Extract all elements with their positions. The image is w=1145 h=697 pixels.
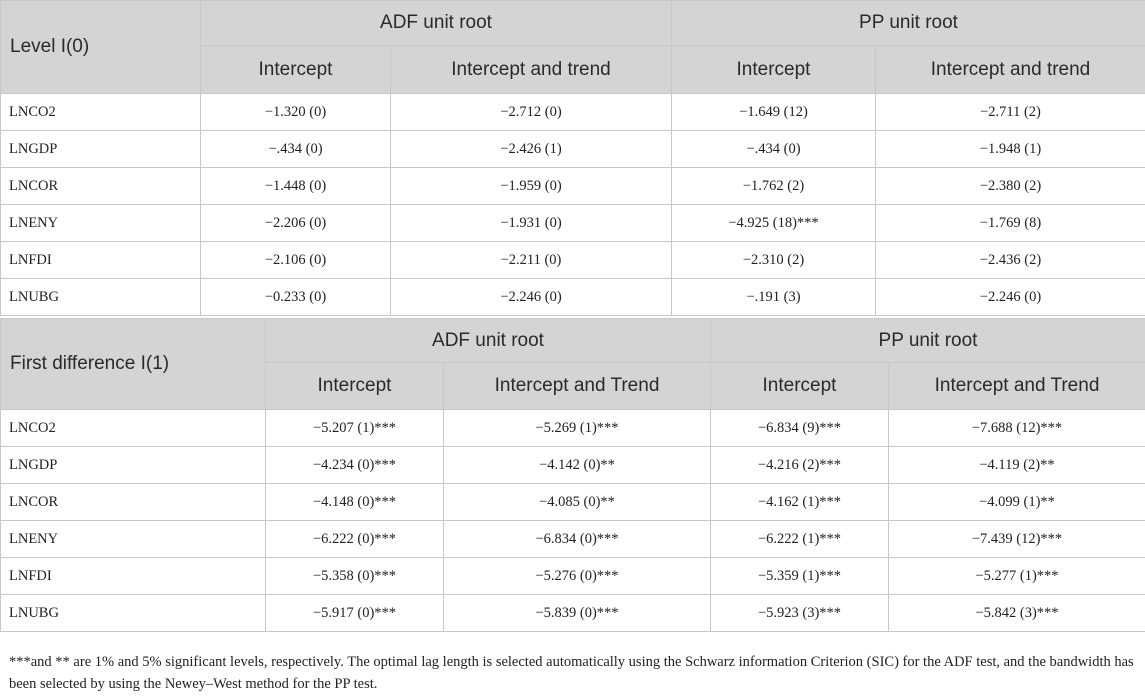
variable-name: LNENY [1, 205, 201, 242]
table-cell: −2.380 (2) [876, 168, 1145, 205]
table-cell: −1.959 (0) [391, 168, 672, 205]
table-row [1, 205, 1145, 242]
first-diff-adf-header: ADF unit root [266, 319, 711, 363]
table-row [1, 595, 1145, 632]
table-cell: −2.246 (0) [391, 279, 672, 316]
table-cell: −4.234 (0)*** [266, 447, 444, 484]
table-row [1, 94, 1145, 131]
table-cell: −5.842 (3)*** [889, 595, 1145, 632]
variable-name: LNGDP [1, 131, 201, 168]
table-cell: −.434 (0) [672, 131, 876, 168]
variable-name: LNFDI [1, 242, 201, 279]
table-cell: −1.931 (0) [391, 205, 672, 242]
table-cell: −5.276 (0)*** [444, 558, 711, 595]
table-cell: −4.925 (18)*** [672, 205, 876, 242]
table-cell: −5.359 (1)*** [711, 558, 889, 595]
column-header: Intercept [711, 363, 889, 410]
table-cell: −1.448 (0) [201, 168, 391, 205]
table-cell: −4.148 (0)*** [266, 484, 444, 521]
table-cell: −2.246 (0) [876, 279, 1145, 316]
variable-name: LNCO2 [1, 94, 201, 131]
table-cell: −5.277 (1)*** [889, 558, 1145, 595]
table-cell: −1.649 (12) [672, 94, 876, 131]
table-cell: −6.222 (0)*** [266, 521, 444, 558]
table-cell: −5.917 (0)*** [266, 595, 444, 632]
variable-name: LNCO2 [1, 410, 266, 447]
table-cell: −5.207 (1)*** [266, 410, 444, 447]
table-cell: −2.211 (0) [391, 242, 672, 279]
first-difference-table [0, 318, 1145, 632]
table-cell: −5.269 (1)*** [444, 410, 711, 447]
variable-name: LNENY [1, 521, 266, 558]
table-row [1, 484, 1145, 521]
level-header-row [1, 1, 1145, 46]
table-cell: −4.216 (2)*** [711, 447, 889, 484]
first-diff-title: First difference I(1) [1, 319, 266, 410]
table-cell: −4.099 (1)** [889, 484, 1145, 521]
table-cell: −4.162 (1)*** [711, 484, 889, 521]
level-pp-header: PP unit root [672, 1, 1145, 46]
table-row [1, 410, 1145, 447]
table-row [1, 168, 1145, 205]
level-table [0, 0, 1145, 316]
table-row [1, 242, 1145, 279]
table-cell: −5.358 (0)*** [266, 558, 444, 595]
column-header: Intercept [201, 46, 391, 94]
column-header: Intercept and Trend [889, 363, 1145, 410]
variable-name: LNUBG [1, 279, 201, 316]
variable-name: LNGDP [1, 447, 266, 484]
first-diff-header-row [1, 319, 1145, 363]
table-cell: −0.233 (0) [201, 279, 391, 316]
column-header: Intercept [266, 363, 444, 410]
table-cell: −1.948 (1) [876, 131, 1145, 168]
table-row [1, 447, 1145, 484]
table-cell: −4.085 (0)** [444, 484, 711, 521]
table-row [1, 521, 1145, 558]
table-row [1, 279, 1145, 316]
table-cell: −2.712 (0) [391, 94, 672, 131]
first-diff-pp-header: PP unit root [711, 319, 1145, 363]
table-cell: −2.426 (1) [391, 131, 672, 168]
table-cell: −1.320 (0) [201, 94, 391, 131]
variable-name: LNUBG [1, 595, 266, 632]
level-title: Level I(0) [1, 1, 201, 94]
variable-name: LNCOR [1, 168, 201, 205]
table-cell: −5.839 (0)*** [444, 595, 711, 632]
column-header: Intercept and Trend [444, 363, 711, 410]
table-row [1, 131, 1145, 168]
variable-name: LNFDI [1, 558, 266, 595]
level-adf-header: ADF unit root [201, 1, 672, 46]
table-cell: −2.106 (0) [201, 242, 391, 279]
table-cell: −6.834 (9)*** [711, 410, 889, 447]
table-cell: −4.142 (0)** [444, 447, 711, 484]
table-cell: −1.762 (2) [672, 168, 876, 205]
table-cell: −2.711 (2) [876, 94, 1145, 131]
table-cell: −2.436 (2) [876, 242, 1145, 279]
table-cell: −5.923 (3)*** [711, 595, 889, 632]
table-cell: −.434 (0) [201, 131, 391, 168]
table-row [1, 558, 1145, 595]
table-cell: −6.834 (0)*** [444, 521, 711, 558]
table-cell: −7.688 (12)*** [889, 410, 1145, 447]
table-cell: −.191 (3) [672, 279, 876, 316]
table-cell: −2.310 (2) [672, 242, 876, 279]
table-cell: −7.439 (12)*** [889, 521, 1145, 558]
variable-name: LNCOR [1, 484, 266, 521]
table-cell: −4.119 (2)** [889, 447, 1145, 484]
table-cell: −1.769 (8) [876, 205, 1145, 242]
table-cell: −6.222 (1)*** [711, 521, 889, 558]
column-header: Intercept and trend [876, 46, 1145, 94]
table-cell: −2.206 (0) [201, 205, 391, 242]
column-header: Intercept [672, 46, 876, 94]
column-header: Intercept and trend [391, 46, 672, 94]
table-footnote: ***and ** are 1% and 5% significant levels, respectively. The optimal lag length is selected automatically using the Schwarz information Criterion (SIC) for the ADF test, and the bandwidth has been selected by using the Newey–West method for the PP test. [9, 654, 1134, 692]
